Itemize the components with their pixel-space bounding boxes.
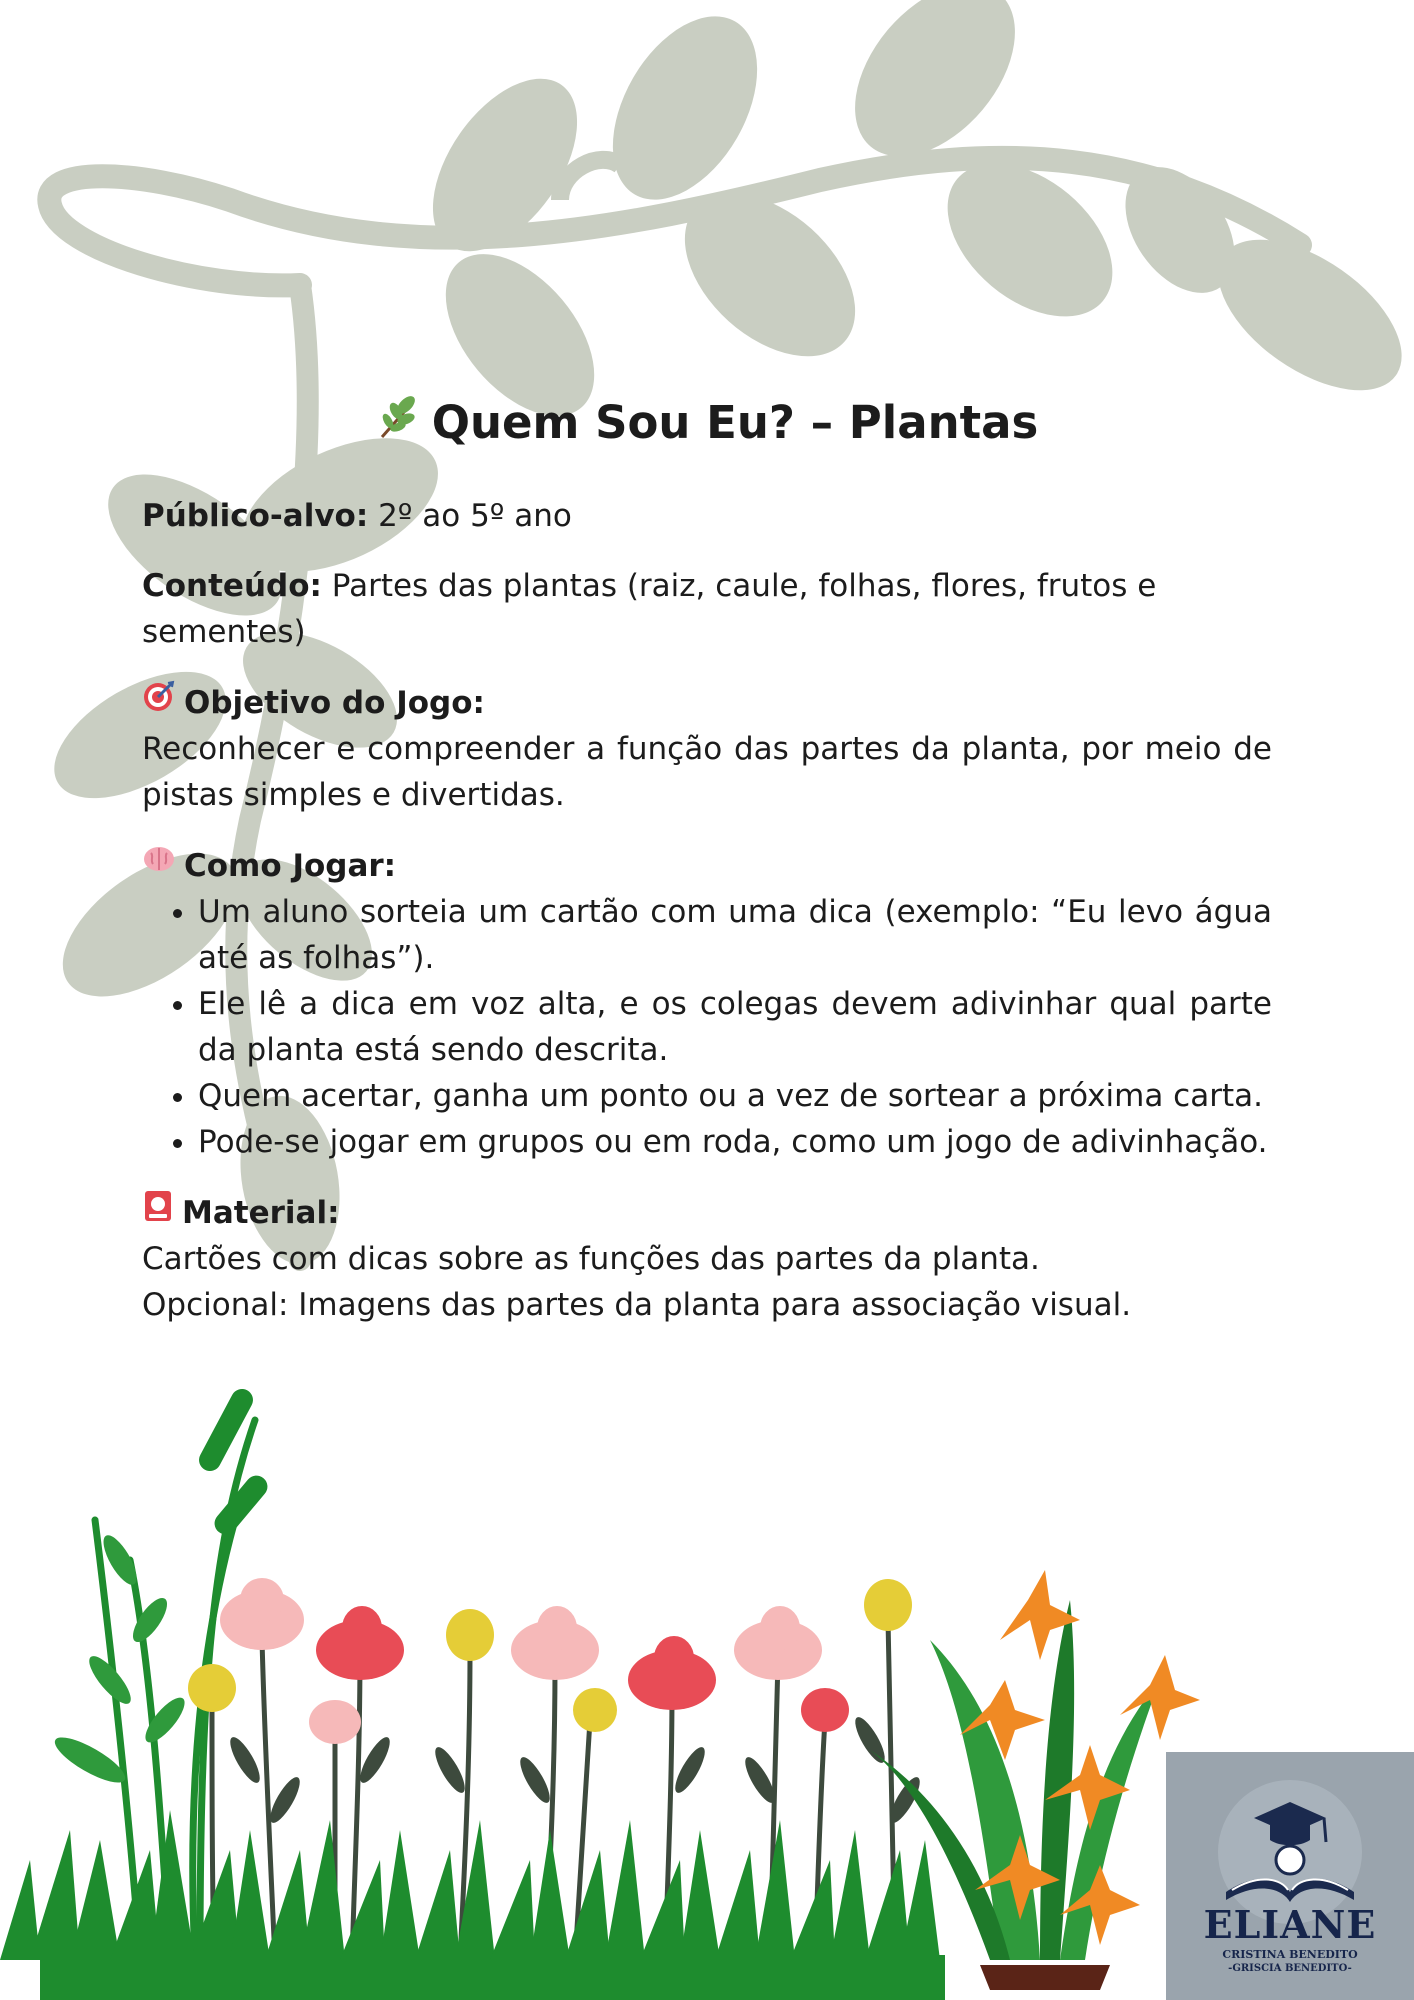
how-to-play-heading: [142, 842, 1272, 889]
pink-flower: [734, 1606, 822, 1680]
material-heading: [142, 1189, 1272, 1236]
content-value: Partes das plantas (raiz, caule, folhas, flores, frutos e sementes): [142, 568, 1157, 650]
objective-heading: [142, 679, 1272, 726]
how-to-play-heading-text: Como Jogar:: [184, 847, 397, 884]
pink-flower: [309, 1700, 361, 1744]
audience-line: [142, 493, 1272, 539]
content-line: [142, 563, 1272, 655]
red-flower: [801, 1688, 849, 1732]
page-title: [142, 392, 1272, 457]
brain-icon: [142, 842, 176, 889]
title-text: Quem Sou Eu? – Plantas: [431, 396, 1039, 449]
herb-icon: [376, 395, 422, 457]
yellow-flower: [573, 1688, 617, 1732]
content-label: Conteúdo:: [142, 568, 322, 604]
material-heading-text: Material:: [182, 1194, 340, 1231]
list-item: • Quem acertar, ganha um ponto ou a vez de sortear a próxima carta.: [198, 1073, 1272, 1119]
list-item: • Ele lê a dica em voz alta, e os colegas devem adivinhar qual parte da planta está sendo descrita.: [198, 981, 1272, 1073]
logo-subtitle-2: -GRISCIA BENEDITO-: [1228, 1963, 1352, 1974]
target-icon: [142, 679, 176, 726]
material-line: Cartões com dicas sobre as funções das partes da planta.: [142, 1241, 1040, 1277]
card-icon: [142, 1189, 174, 1236]
list-item: • Um aluno sorteia um cartão com uma dica (exemplo: “Eu levo água até as folhas”).: [198, 889, 1272, 981]
yellow-flower: [864, 1579, 912, 1631]
yellow-flower: [188, 1664, 236, 1712]
rules-list: [142, 889, 1272, 1165]
objective-text: Reconhecer e compreender a função das partes da planta, por meio de pistas simples e divertidas.: [142, 731, 1272, 813]
yellow-flower: [446, 1609, 494, 1661]
author-logo: [1166, 1752, 1414, 2000]
activity-sheet: [142, 392, 1272, 1328]
pink-flower: [511, 1606, 599, 1680]
red-flower: [316, 1606, 404, 1680]
list-item: • Pode-se jogar em grupos ou em roda, como um jogo de adivinhação.: [198, 1119, 1272, 1165]
red-flower: [628, 1636, 716, 1710]
material-line: Opcional: Imagens das partes da planta para associação visual.: [142, 1287, 1132, 1323]
audience-value: 2º ao 5º ano: [378, 498, 572, 534]
grass: [0, 1810, 945, 2000]
logo-name: ELIANE: [1203, 1902, 1377, 1947]
objective-heading-text: Objetivo do Jogo:: [184, 684, 485, 721]
logo-subtitle-1: CRISTINA BENEDITO: [1222, 1948, 1358, 1961]
pink-flower: [220, 1578, 304, 1650]
audience-label: Público-alvo:: [142, 498, 369, 534]
